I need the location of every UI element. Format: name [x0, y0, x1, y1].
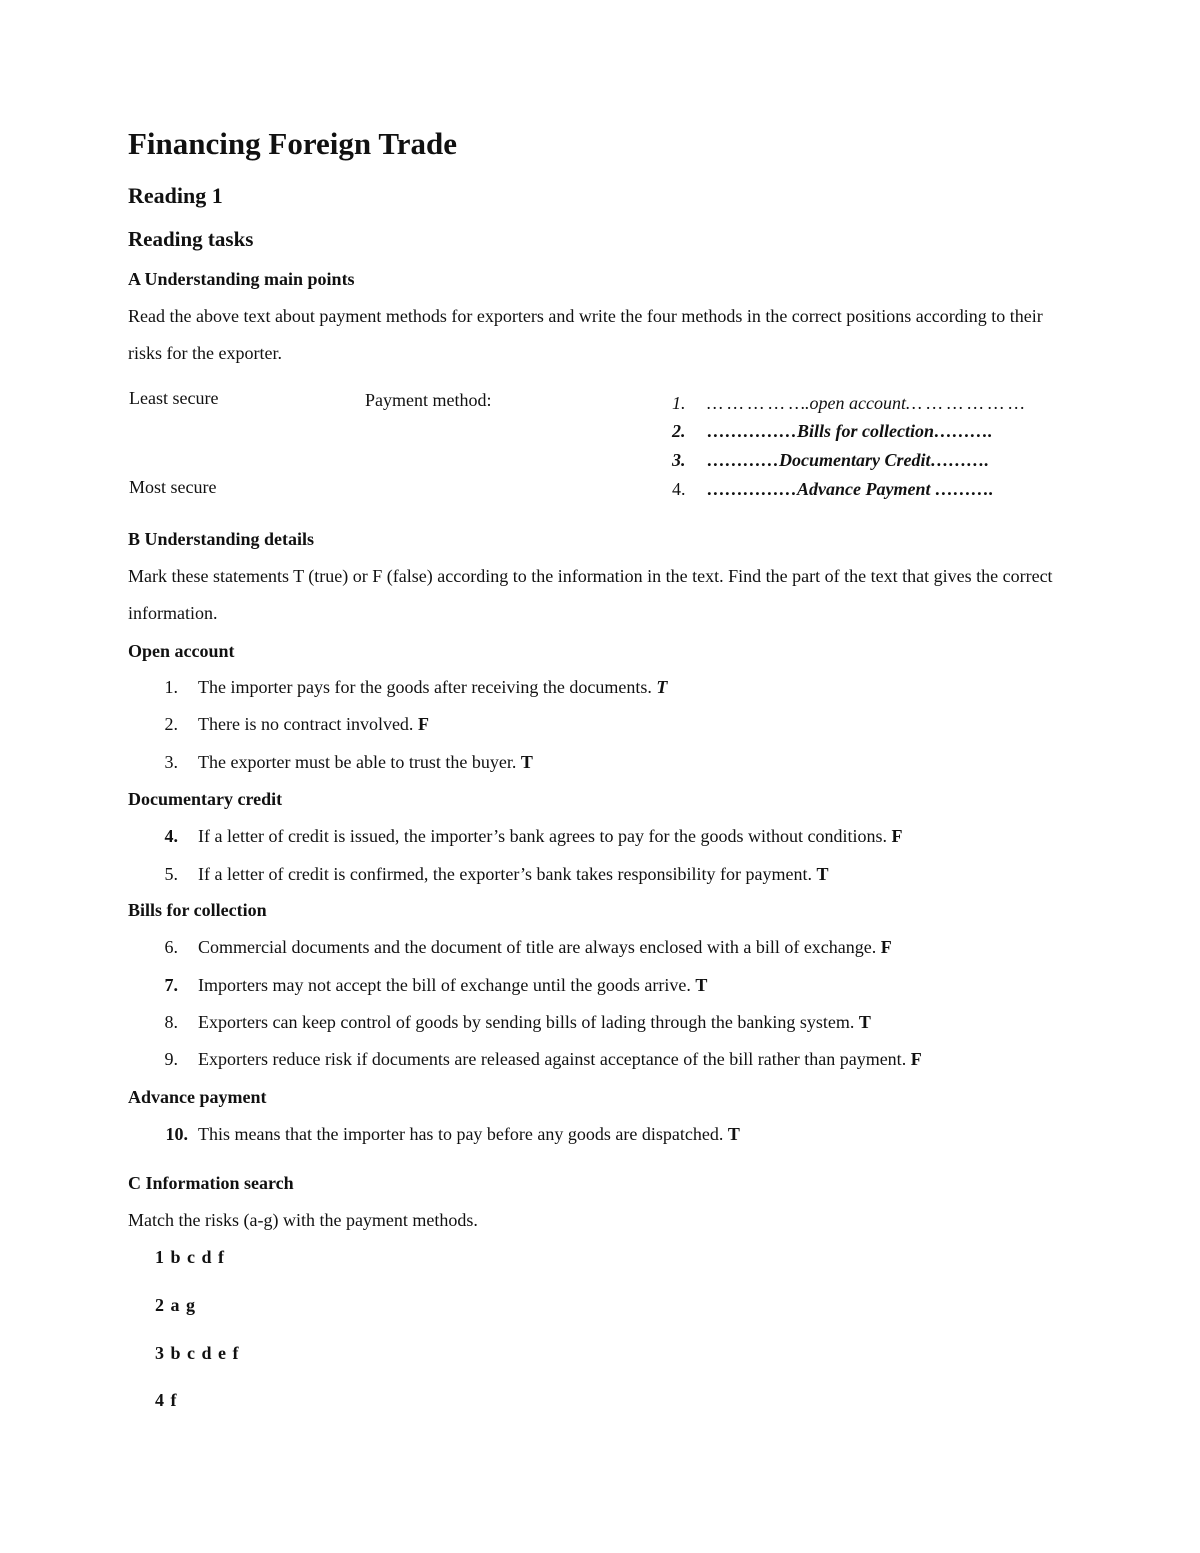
statement: Exporters reduce risk if documents are released against acceptance of the bill rather than payment. F — [198, 1049, 922, 1069]
match-answer: 1 b c d f — [155, 1247, 226, 1267]
section-b-instruction: Mark these statements T (true) or F (false) according to the information in the text. Find the part of the text that gives the correct information. — [128, 566, 1053, 623]
answer-badge: T — [858, 1012, 871, 1032]
statement: The importer pays for the goods after receiving the documents. T — [198, 677, 668, 697]
group-title-advance-payment: Advance payment — [128, 1087, 267, 1107]
answer-badge: F — [910, 1049, 922, 1069]
statement-number: 9. — [164, 1049, 178, 1069]
statement-number: 8. — [164, 1012, 178, 1032]
statement: If a letter of credit is issued, the importer’s bank agrees to pay for the goods without conditions. F — [198, 826, 903, 846]
statement-number: 4. — [164, 826, 178, 846]
payment-method-label: Payment method: — [365, 390, 492, 410]
answer-badge: F — [880, 937, 892, 957]
group-title-bills-for-collection: Bills for collection — [128, 900, 267, 920]
least-secure-label: Least secure — [129, 388, 219, 408]
ranking-number: 1. — [672, 393, 686, 413]
answer-badge: T — [656, 677, 668, 697]
statement: This means that the importer has to pay before any goods are dispatched. T — [198, 1124, 740, 1144]
statement-number: 5. — [164, 864, 178, 884]
answer-badge: T — [520, 752, 533, 772]
group-title-open-account: Open account — [128, 641, 235, 661]
statement-number: 2. — [164, 714, 178, 734]
ranking-answer: …………Documentary Credit………. — [707, 450, 989, 470]
statement: There is no contract involved. F — [198, 714, 429, 734]
statement-number: 6. — [164, 937, 178, 957]
ranking-number: 4. — [672, 479, 686, 499]
statement: Commercial documents and the document of title are always enclosed with a bill of exchange. F — [198, 937, 892, 957]
section-c-instruction: Match the risks (a-g) with the payment methods. — [128, 1210, 478, 1230]
ranking-answer: ……………Bills for collection………. — [707, 421, 993, 441]
statement-number: 10. — [165, 1124, 188, 1144]
section-c-heading: C Information search — [128, 1173, 294, 1193]
statement-number: 7. — [164, 975, 178, 995]
group-title-documentary-credit: Documentary credit — [128, 789, 283, 809]
statement-number: 1. — [164, 677, 178, 697]
ranking-number: 3. — [672, 450, 686, 470]
page-title: Financing Foreign Trade — [128, 126, 457, 161]
match-answer: 3 b c d e f — [155, 1343, 240, 1363]
ranking-answer: ……………Advance Payment ………. — [707, 479, 994, 499]
section-a-heading: A Understanding main points — [128, 269, 355, 289]
statement: If a letter of credit is confirmed, the exporter’s bank takes responsibility for payment. T — [198, 864, 829, 884]
section-a-instruction: Read the above text about payment methods for exporters and write the four methods in the correct positions according to their risks for the exporter. — [128, 306, 1043, 363]
section-b-heading: B Understanding details — [128, 529, 315, 549]
answer-badge: F — [417, 714, 429, 734]
answer-badge: T — [695, 975, 708, 995]
reading-heading: Reading 1 — [128, 183, 223, 208]
answer-badge: F — [891, 826, 903, 846]
answer-badge: T — [816, 864, 829, 884]
answer-badge: T — [727, 1124, 740, 1144]
ranking-answer: … … … … ….open account… … … … … … — [707, 393, 1025, 413]
ranking-number: 2. — [672, 421, 686, 441]
statement: Exporters can keep control of goods by sending bills of lading through the banking system. T — [198, 1012, 871, 1032]
reading-tasks-heading: Reading tasks — [128, 227, 254, 251]
match-answer: 2 a g — [155, 1295, 196, 1315]
match-answer: 4 f — [155, 1390, 178, 1410]
statement: Importers may not accept the bill of exchange until the goods arrive. T — [198, 975, 708, 995]
most-secure-label: Most secure — [129, 477, 217, 497]
statement: The exporter must be able to trust the buyer. T — [198, 752, 533, 772]
statement-number: 3. — [164, 752, 178, 772]
